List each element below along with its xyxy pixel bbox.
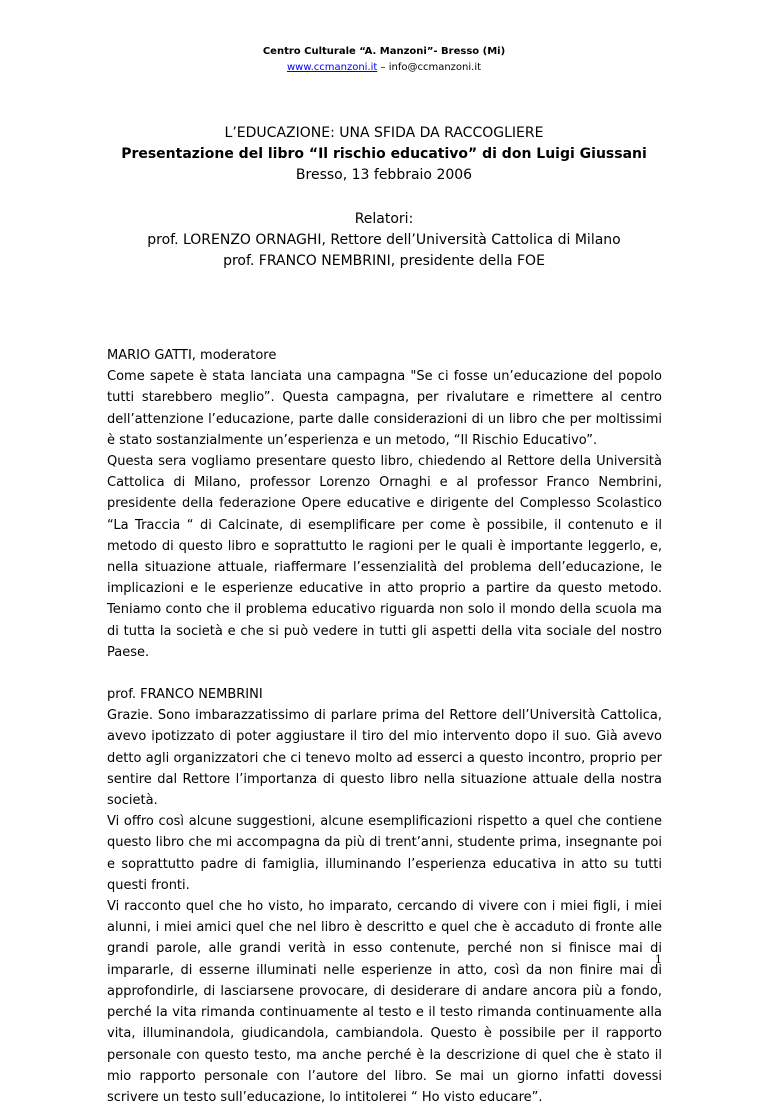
event-title: L’EDUCAZIONE: UNA SFIDA DA RACCOGLIERE [224,125,544,141]
website-link[interactable]: www.ccmanzoni.it [286,62,378,73]
page-number: 1 [655,953,662,966]
letterhead [0,44,768,76]
paragraph: Questa sera vogliamo presentare questo libro, chiedendo al Rettore della Università Cattolica di Milano, professor Lorenzo Ornaghi e al professor Franco Nembrini, presidente della federazione Opere educative e dirigente del Complesso Scolastico “La Traccia “ di Calcinate, di esemplificare per come è possibile, il contenuto e il metodo di questo libro e soprattutto le ragioni per le quali è importante leggerlo, e, nella situazione attuale, riaffermare l’essenzialità del problema dell’educazione, le implicazioni e le esperienze educative in atto proprio a partire da questo metodo. Teniamo conto che il problema educativo riguarda non solo il mondo della scuola ma di tutta la società e che si può vedere in tutti gli aspetti della vita sociale del nostro Paese. [107,454,662,660]
contact-line [0,60,768,76]
paragraph: Vi racconto quel che ho visto, ho imparato, cercando di vivere con i miei figli, i miei alunni, i miei amici quel che nel libro è descritto e quel che è accaduto di fronte alle grandi parole, alle grandi verità in esso contenute, perché non si finisce mai di impararle, di esserne illuminati nelle esperienze in atto, così da non finire mai di approfondirle, di lasciarsene provocare, di desiderare di andare ancora più a fondo, perché la vita rimanda continuamente al testo e il testo rimanda continuamente alla vita, illuminandola, giudicandola, cambiandola. Questo è possibile per il rapporto personale con questo testo, ma anche perché è la descrizione di quel che è stato il mio rapporto personale con l’autore del libro. Se mai un giorno infatti dovessi scrivere un testo sull’educazione, lo intitolerei “ Ho visto educare”. [107,899,662,1105]
speaker-name: MARIO GATTI, moderatore [107,348,277,363]
contact-email: – info@ccmanzoni.it [377,62,482,73]
event-subtitle: Presentazione del libro “Il rischio educativo” di don Luigi Giussani [121,146,647,162]
speaker-ornaghi: prof. LORENZO ORNAGHI, Rettore dell’Università Cattolica di Milano [147,232,621,248]
section-gap [107,663,662,684]
speakers-heading: Relatori: [354,211,414,227]
paragraph: Come sapete è stata lanciata una campagna "Se ci fosse un’educazione del popolo tutti starebbero meglio”. Questa campagna, per rivalutare e rimettere al centro dell’attenzione l’educazione, parte dalle considerazioni di un libro che per moltissimi è stato sostanzialmente un’esperienza e un metodo, “Il Rischio Educativo”. [107,369,662,448]
title-block [0,123,768,186]
speaker-name: prof. FRANCO NEMBRINI [107,687,263,703]
paragraph: Vi offro così alcune suggestioni, alcune esemplificazioni rispetto a quel che contiene questo libro che mi accompagna da più di trent’anni, studente prima, insegnante poi e soprattutto padre di famiglia, illuminando l’esperienza educativa in atto su tutti questi fronti. [107,814,662,893]
speaker-nembrini: prof. FRANCO NEMBRINI, presidente della FOE [223,253,545,269]
speakers-block [0,209,768,272]
organization-name: Centro Culturale “A. Manzoni”- Bresso (Mi) [262,46,506,57]
event-date-place: Bresso, 13 febbraio 2006 [295,167,473,183]
paragraph: Grazie. Sono imbarazzatissimo di parlare prima del Rettore dell’Università Cattolica, avevo ipotizzato di poter aggiustare il tiro del mio intervento dopo il suo. Già avevo detto agli organizzatori che ci tenevo molto ad esserci a questo incontro, proprio per sentire dal Rettore l’importanza di questo libro nella situazione attuale della nostra società. [107,708,662,809]
